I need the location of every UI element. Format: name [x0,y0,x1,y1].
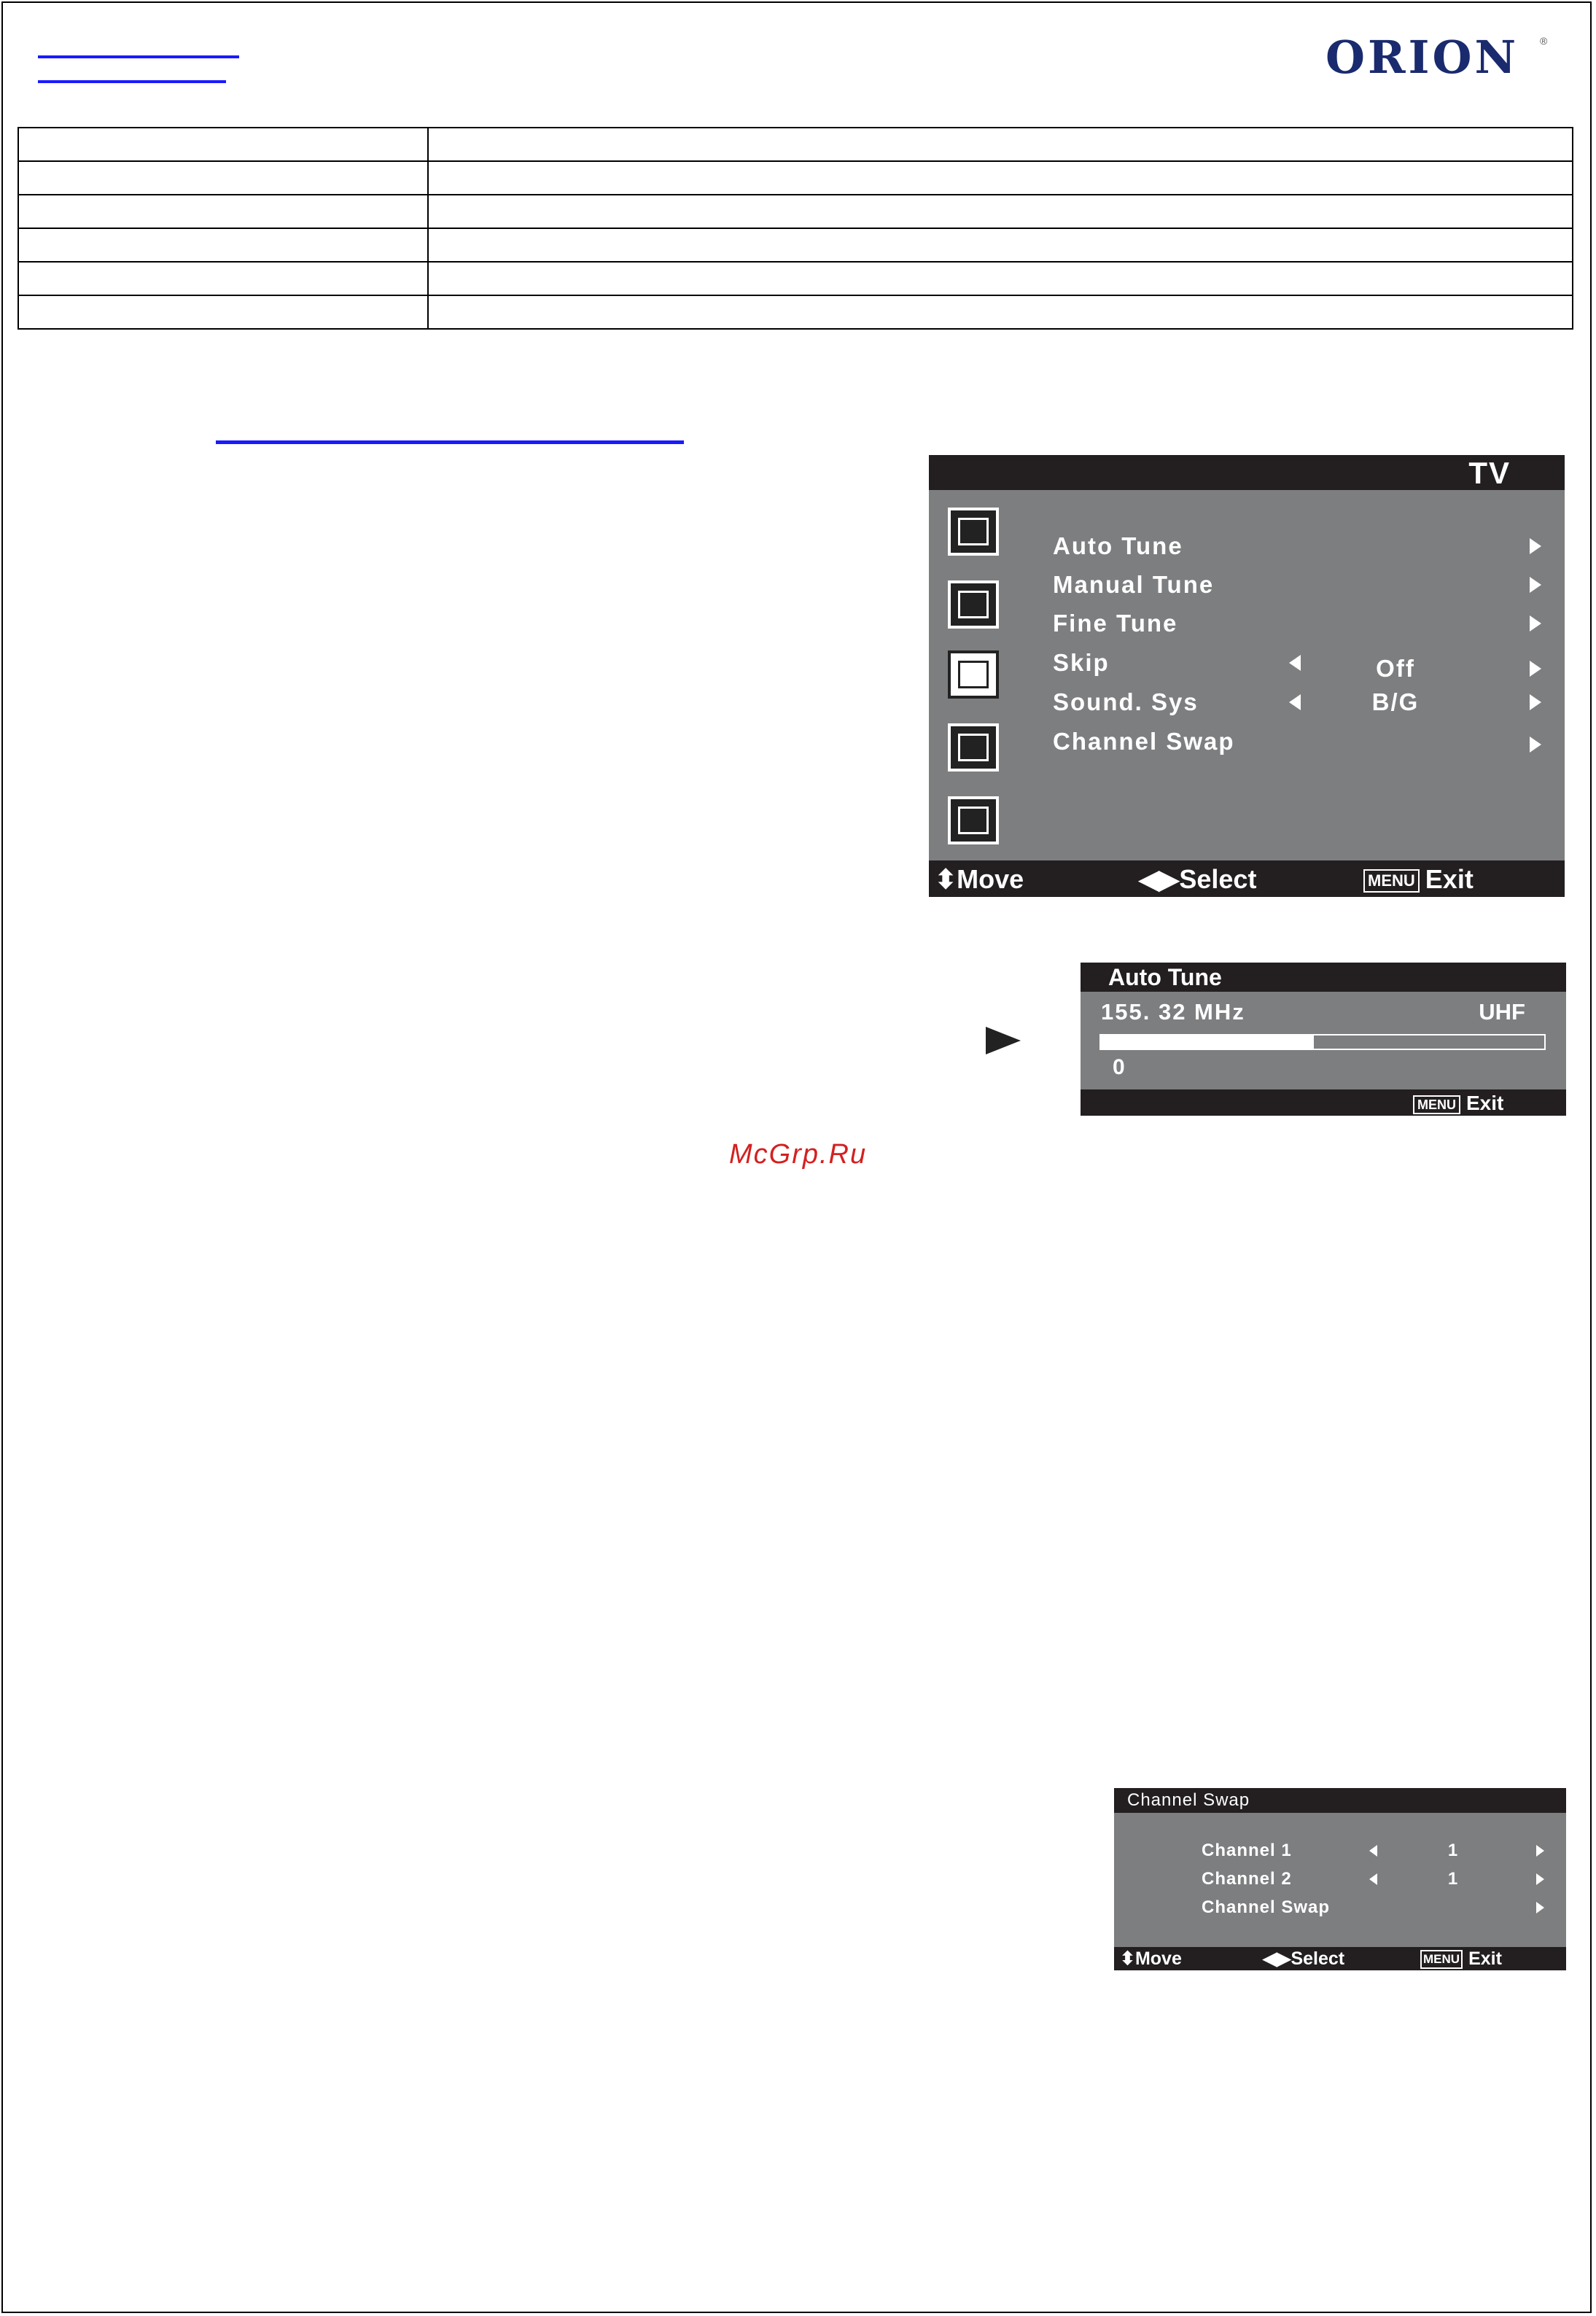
table-cell [428,128,1573,161]
menu-key-icon: MENU [1413,1095,1460,1114]
table-cell [18,262,428,295]
table-cell [428,262,1573,295]
sound-icon-frame [958,591,989,618]
menu-item-label: Channel Swap [1053,728,1235,755]
channel-swap-footer-bar [1114,1947,1566,1970]
tuning-progress-fill [1101,1035,1314,1049]
channel-1-row[interactable] [1202,1838,1544,1864]
header-link-1[interactable] [38,55,239,58]
row-label: Channel Swap [1202,1897,1331,1917]
channel-icon-frame [958,661,989,688]
arrow-left-icon[interactable] [1289,694,1301,710]
channel-swap-osd [1114,1788,1566,1970]
arrow-right-icon [1530,577,1541,593]
footer-select-label: Select [1291,1948,1345,1969]
channel-swap-title: Channel Swap [1127,1790,1250,1810]
left-right-arrows-icon: ◀▶ [1263,1948,1291,1969]
skip-value: Off [1376,655,1415,682]
section-title-link[interactable] [216,440,684,444]
table-cell [428,161,1573,195]
menu-item-skip[interactable] [1053,646,1541,680]
function-hand-icon[interactable] [948,723,999,772]
menu-key-icon: MENU [1420,1950,1463,1969]
channel-2-row[interactable] [1202,1866,1544,1892]
table-cell [18,195,428,228]
menu-item-label: Skip [1053,649,1110,676]
channel-swap-action-row[interactable] [1202,1895,1544,1921]
row-label: Channel 1 [1202,1841,1292,1860]
trademark-mark: ® [1540,35,1548,47]
table-cell [18,295,428,329]
footer-exit-hint [1413,1089,1503,1117]
found-channel-count: 0 [1113,1055,1125,1079]
menu-item-label: Auto Tune [1053,532,1183,559]
table-row [18,195,1573,228]
arrow-right-icon [1530,538,1541,554]
arrow-left-icon[interactable] [1289,655,1301,671]
tuning-band: UHF [1479,999,1525,1025]
footer-exit-hint [1420,1947,1502,1970]
arrow-left-icon[interactable] [1369,1845,1377,1857]
menu-title-bar [929,455,1565,490]
table-cell [428,195,1573,228]
menu-item-label: Manual Tune [1053,571,1215,598]
footer-move-hint [935,860,1024,898]
channel-2-value: 1 [1447,1869,1459,1889]
footer-exit-label: Exit [1466,1092,1504,1114]
picture-icon[interactable] [948,508,999,556]
arrow-right-icon[interactable] [1530,661,1541,677]
tuning-frequency: 155. 32 MHz [1101,999,1245,1025]
picture-icon-frame [958,518,989,545]
footer-exit-label: Exit [1468,1948,1502,1969]
menu-item-channel-swap[interactable] [1053,725,1541,758]
table-cell [18,161,428,195]
up-down-arrows-icon: ⬍ [935,864,957,894]
watermark: McGrp.Ru [729,1139,868,1170]
row-label: Channel 2 [1202,1869,1292,1889]
menu-item-label: Fine Tune [1053,610,1178,637]
screen-icon-frame [958,807,989,834]
header-link-2[interactable] [38,80,226,83]
table-row [18,262,1573,295]
up-down-arrows-icon: ⬍ [1120,1948,1135,1969]
auto-tune-footer-bar [1081,1089,1566,1116]
auto-tune-title-bar [1081,963,1566,992]
footer-exit-label: Exit [1425,864,1474,894]
footer-move-hint [1120,1947,1182,1970]
table-row [18,128,1573,161]
tuning-progress-bar [1099,1034,1546,1050]
channel-icon[interactable] [948,650,999,699]
spec-table [17,127,1573,330]
table-cell [18,128,428,161]
footer-exit-hint [1363,860,1474,898]
arrow-right-icon[interactable] [1536,1845,1544,1857]
auto-tune-title: Auto Tune [1108,964,1222,990]
menu-item-auto-tune[interactable] [1053,529,1541,563]
table-row [18,161,1573,195]
menu-title: TV [1468,456,1511,490]
table-cell [428,228,1573,262]
arrow-left-icon[interactable] [1369,1873,1377,1885]
menu-key-icon: MENU [1363,869,1420,893]
footer-select-hint [1263,1947,1344,1970]
menu-item-manual-tune[interactable] [1053,568,1541,602]
brand-logo: ORION [1326,31,1519,84]
footer-select-label: Select [1179,864,1257,894]
sound-icon[interactable] [948,580,999,629]
tv-osd-menu [929,455,1565,897]
arrow-right-icon [1530,737,1541,753]
footer-move-label: Move [1134,1948,1182,1969]
arrow-right-icon[interactable] [1530,694,1541,710]
footer-select-hint [1139,860,1256,898]
menu-footer-bar [929,860,1565,897]
sound-sys-value: B/G [1371,688,1420,715]
channel-swap-title-bar [1114,1788,1566,1813]
table-cell [428,295,1573,329]
play-arrow-icon [986,1027,1021,1054]
menu-item-label: Sound. Sys [1053,688,1199,715]
table-row [18,228,1573,262]
menu-item-sound-sys[interactable] [1053,685,1541,719]
auto-tune-osd [1081,963,1566,1116]
function-hand-icon-frame [958,734,989,761]
channel-1-value: 1 [1447,1841,1459,1860]
footer-move-label: Move [957,864,1024,894]
arrow-right-icon[interactable] [1536,1873,1544,1885]
arrow-right-icon [1530,615,1541,632]
left-right-arrows-icon: ◀▶ [1139,864,1180,894]
menu-item-fine-tune[interactable] [1053,607,1541,640]
arrow-right-icon [1536,1902,1544,1913]
table-row [18,295,1573,329]
table-cell [18,228,428,262]
screen-icon[interactable] [948,796,999,844]
